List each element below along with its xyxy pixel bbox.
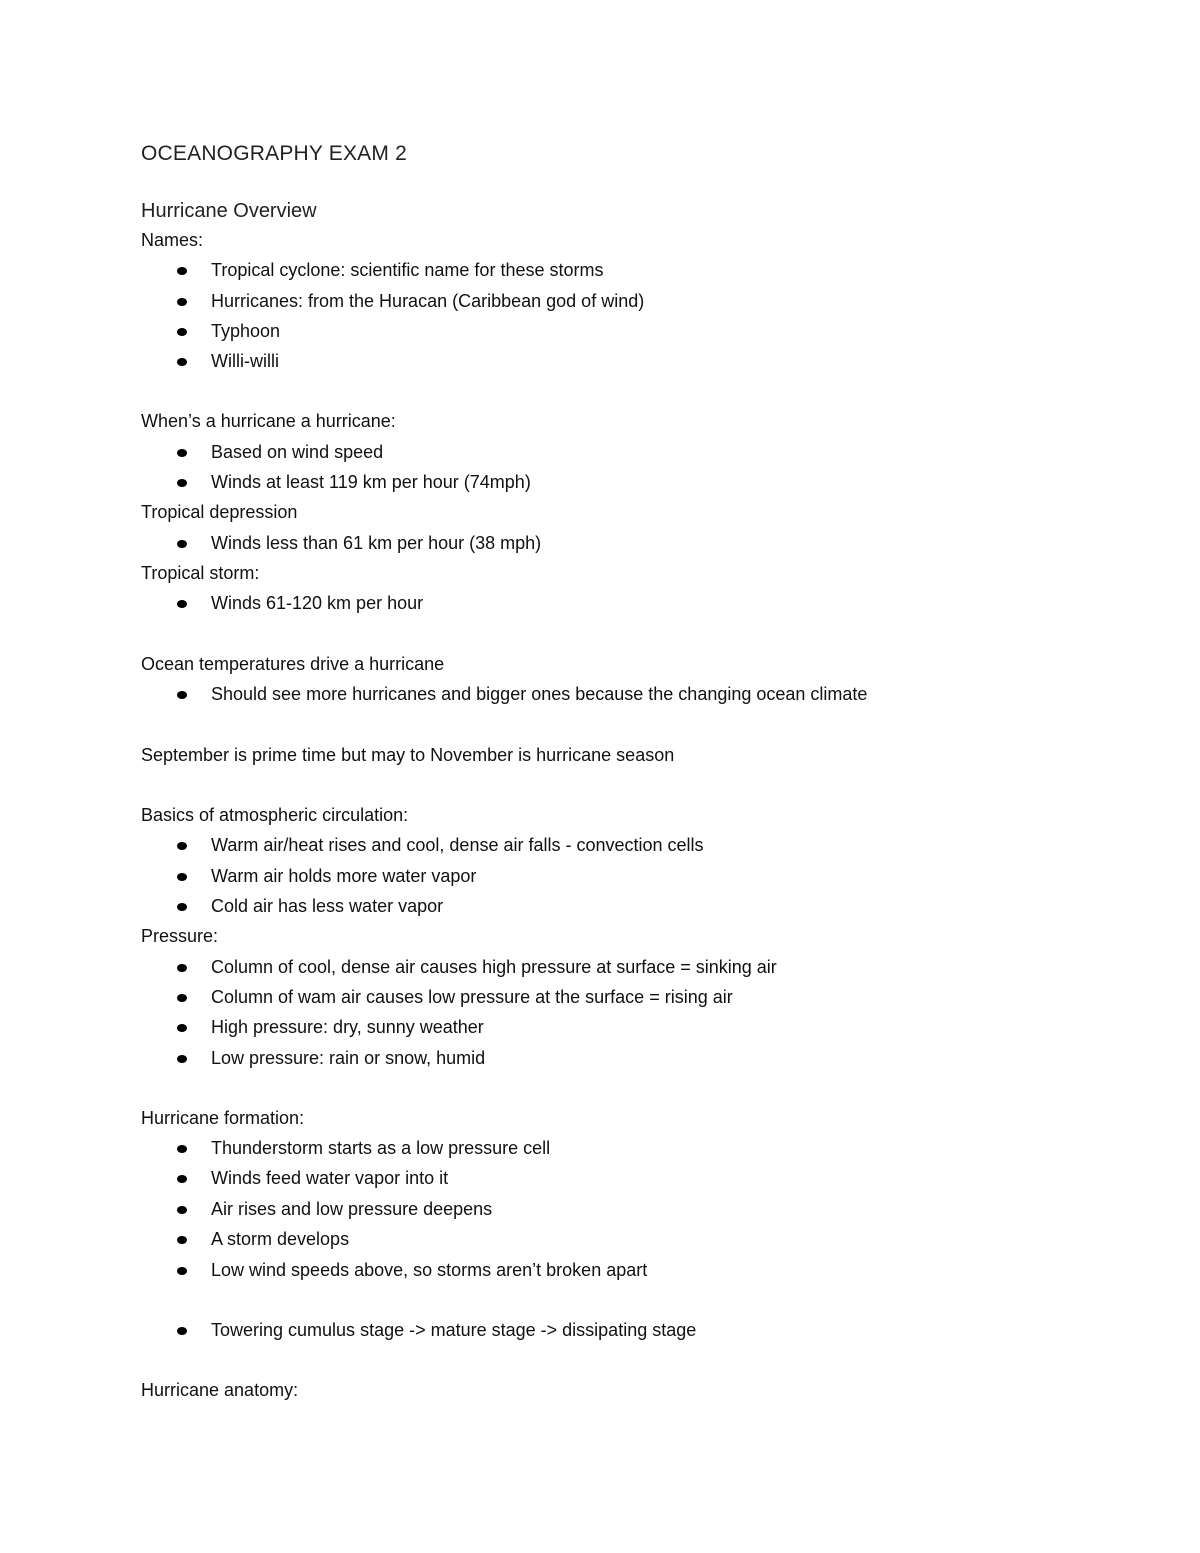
bullet-icon bbox=[177, 903, 187, 911]
body-text-line: When’s a hurricane a hurricane: bbox=[141, 411, 396, 431]
bullet-item: Air rises and low pressure deepens bbox=[211, 1199, 493, 1219]
body-text-line: Hurricane formation: bbox=[141, 1108, 305, 1128]
bullet-item: Low wind speeds above, so storms aren’t broken apart bbox=[211, 1260, 648, 1280]
bullet-icon bbox=[177, 1236, 187, 1244]
bullet-icon bbox=[177, 600, 187, 608]
bullet-item: Winds less than 61 km per hour (38 mph) bbox=[211, 533, 542, 553]
bullet-icon bbox=[177, 1024, 187, 1032]
bullet-item: Towering cumulus stage -> mature stage -> dissipating stage bbox=[211, 1320, 697, 1340]
bullet-item: Winds 61-120 km per hour bbox=[211, 593, 424, 613]
body-text-line: September is prime time but may to November is hurricane season bbox=[141, 745, 675, 765]
bullet-icon bbox=[177, 298, 187, 306]
bullet-item: Based on wind speed bbox=[211, 442, 384, 462]
bullet-item: Warm air holds more water vapor bbox=[211, 866, 477, 886]
bullet-item: High pressure: dry, sunny weather bbox=[211, 1017, 484, 1037]
bullet-icon bbox=[177, 1055, 187, 1063]
document-title: OCEANOGRAPHY EXAM 2 bbox=[141, 142, 407, 165]
bullet-icon bbox=[177, 994, 187, 1002]
bullet-icon bbox=[177, 1145, 187, 1153]
bullet-item: Hurricanes: from the Huracan (Caribbean god of wind) bbox=[211, 291, 645, 311]
bullet-item: Winds at least 119 km per hour (74mph) bbox=[211, 472, 531, 492]
bullet-icon bbox=[177, 358, 187, 366]
bullet-item: Low pressure: rain or snow, humid bbox=[211, 1048, 486, 1068]
body-text-line: Names: bbox=[141, 230, 204, 250]
body-text-line: Ocean temperatures drive a hurricane bbox=[141, 654, 445, 674]
bullet-icon bbox=[177, 479, 187, 487]
bullet-icon bbox=[177, 267, 187, 275]
body-text-line: Tropical depression bbox=[141, 502, 298, 522]
bullet-item: Should see more hurricanes and bigger ones because the changing ocean climate bbox=[211, 684, 868, 704]
bullet-item: Warm air/heat rises and cool, dense air falls - convection cells bbox=[211, 835, 704, 855]
bullet-item: Willi-willi bbox=[211, 351, 279, 371]
bullet-item: Winds feed water vapor into it bbox=[211, 1168, 449, 1188]
body-text-line: Pressure: bbox=[141, 926, 219, 946]
bullet-item: Tropical cyclone: scientific name for these storms bbox=[211, 260, 604, 280]
bullet-icon bbox=[177, 842, 187, 850]
bullet-icon bbox=[177, 540, 187, 548]
bullet-icon bbox=[177, 691, 187, 699]
body-text-line: Hurricane anatomy: bbox=[141, 1380, 299, 1400]
body-text-line: Tropical storm: bbox=[141, 563, 260, 583]
bullet-icon bbox=[177, 964, 187, 972]
bullet-item: Column of wam air causes low pressure at the surface = rising air bbox=[211, 987, 733, 1007]
bullet-item: Cold air has less water vapor bbox=[211, 896, 444, 916]
bullet-item: Typhoon bbox=[211, 321, 281, 341]
bullet-item: A storm develops bbox=[211, 1229, 350, 1249]
bullet-icon bbox=[177, 449, 187, 457]
bullet-icon bbox=[177, 1175, 187, 1183]
bullet-icon bbox=[177, 1267, 187, 1275]
bullet-icon bbox=[177, 328, 187, 336]
bullet-icon bbox=[177, 1206, 187, 1214]
body-text-line: Basics of atmospheric circulation: bbox=[141, 805, 409, 825]
bullet-item: Thunderstorm starts as a low pressure cell bbox=[211, 1138, 551, 1158]
bullet-item: Column of cool, dense air causes high pressure at surface = sinking air bbox=[211, 957, 777, 977]
bullet-icon bbox=[177, 873, 187, 881]
section-heading: Hurricane Overview bbox=[141, 200, 317, 222]
bullet-icon bbox=[177, 1327, 187, 1335]
